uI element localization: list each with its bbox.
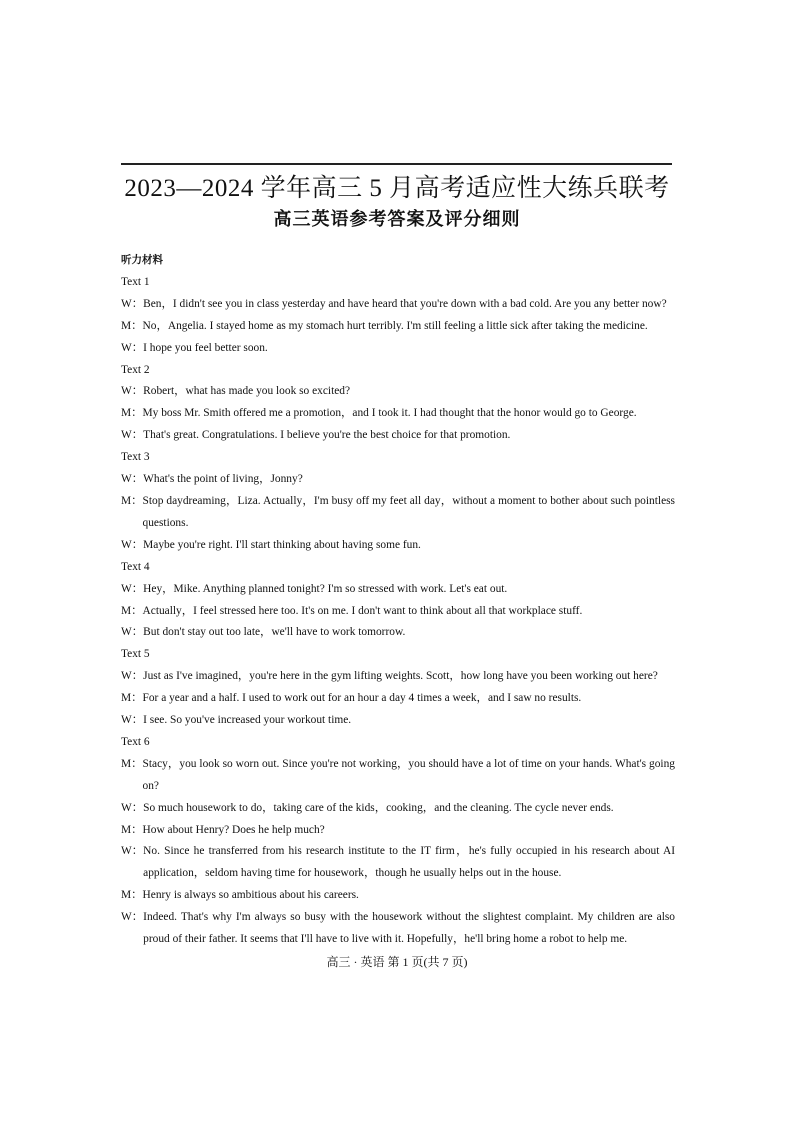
dialogue-text: For a year and a half. I used to work out for an hour a day 4 times a week，and I saw no results. [142, 692, 582, 705]
speaker-label: W： [121, 582, 144, 595]
dialogue-line [121, 491, 675, 535]
dialogue-text: I hope you feel better soon. [143, 341, 268, 354]
dialogue-text: Ben，I didn't see you in class yesterday and have heard that you're down with a bad cold. Are you any better now? [143, 297, 667, 310]
dialogue-line [121, 820, 675, 842]
dialogue-text: Henry is always so ambitious about his careers. [142, 889, 359, 902]
dialogue-line [121, 381, 675, 403]
speaker-label: W： [121, 626, 144, 639]
dialogue-line [121, 710, 675, 732]
dialogue-text: So much housework to do，taking care of the kids，cooking，and the cleaning. The cycle never ends. [143, 801, 614, 814]
dialogue-text: That's great. Congratulations. I believe you're the best choice for that promotion. [143, 429, 511, 442]
dialogue-line [121, 885, 675, 907]
dialogue-text: Maybe you're right. I'll start thinking about having some fun. [143, 538, 421, 551]
speaker-label: W： [121, 670, 144, 683]
dialogue-line [121, 754, 675, 798]
text-label: Text 2 [121, 363, 150, 376]
dialogue-line [121, 798, 675, 820]
dialogue-text: Stacy，you look so worn out. Since you're not working，you should have a lot of time on your hands. What's going on? [142, 757, 675, 792]
dialogue-text: Actually，I feel stressed here too. It's on me. I don't want to think about all that workplace stuff. [142, 604, 583, 617]
dialogue-line [121, 469, 675, 491]
section-heading: 听力材料 [121, 254, 163, 266]
dialogue-line [121, 841, 675, 885]
speaker-label: M： [121, 407, 143, 420]
dialogue-line [121, 907, 675, 951]
dialogue-text: Robert，what has made you look so excited? [143, 385, 351, 398]
dialogue-text: But don't stay out too late，we'll have to work tomorrow. [143, 626, 406, 639]
speaker-label: W： [121, 297, 144, 310]
speaker-label: W： [121, 911, 144, 924]
text-label: Text 5 [121, 648, 150, 661]
transcript-list [121, 272, 675, 951]
speaker-label: M： [121, 319, 143, 332]
dialogue-text: What's the point of living，Jonny? [143, 473, 303, 486]
dialogue-line [121, 403, 675, 425]
speaker-label: W： [121, 714, 144, 727]
speaker-label: M： [121, 757, 143, 770]
dialogue-line [121, 622, 675, 644]
dialogue-text: How about Henry? Does he help much? [142, 823, 325, 836]
page-footer: 高三 · 英语 第 1 页(共 7 页) [326, 955, 468, 969]
speaker-label: W： [121, 429, 144, 442]
listening-material [121, 250, 675, 951]
dialogue-line [121, 535, 675, 557]
speaker-label: M： [121, 823, 143, 836]
dialogue-text: Stop daydreaming，Liza. Actually，I'm busy off my feet all day，without a moment to bother about such pointless questions. [142, 494, 675, 529]
speaker-label: W： [121, 538, 144, 551]
dialogue-line [121, 316, 675, 338]
dialogue-line [121, 688, 675, 710]
text-label: Text 3 [121, 451, 150, 464]
dialogue-text: I see. So you've increased your workout time. [143, 714, 352, 727]
text-label: Text 1 [121, 275, 150, 288]
text-label: Text 4 [121, 560, 150, 573]
speaker-label: W： [121, 385, 144, 398]
dialogue-text: Hey，Mike. Anything planned tonight? I'm so stressed with work. Let's eat out. [143, 582, 508, 595]
text-label: Text 6 [121, 735, 150, 748]
dialogue-line [121, 666, 675, 688]
dialogue-line [121, 294, 675, 316]
document-subtitle: 高三英语参考答案及评分细则 [273, 209, 521, 230]
dialogue-text: My boss Mr. Smith offered me a promotion，and I took it. I had thought that the honor would go to George. [142, 407, 637, 420]
dialogue-line [121, 579, 675, 601]
speaker-label: M： [121, 692, 143, 705]
dialogue-text: Just as I've imagined，you're here in the gym lifting weights. Scott，how long have you been working out here? [143, 670, 658, 683]
dialogue-line [121, 338, 675, 360]
dialogue-text: Indeed. That's why I'm always so busy with the housework without the slightest complaint. My children are also proud of their father. It seems that I'll have to live with it. Hopefully，he'll bring home a robot to help me. [143, 911, 675, 946]
dialogue-text: No. Since he transferred from his research institute to the IT firm，he's fully occupied in his research about AI application，seldom having time for housework，though he usually helps out in the house. [143, 845, 675, 880]
speaker-label: W： [121, 341, 144, 354]
document-title: 2023—2024 学年高三 5 月高考适应性大练兵联考 [124, 175, 670, 202]
dialogue-line [121, 425, 675, 447]
speaker-label: W： [121, 473, 144, 486]
speaker-label: M： [121, 494, 143, 507]
speaker-label: W： [121, 845, 144, 858]
speaker-label: W： [121, 801, 144, 814]
speaker-label: M： [121, 604, 143, 617]
speaker-label: M： [121, 889, 143, 902]
dialogue-line [121, 601, 675, 623]
dialogue-text: No，Angelia. I stayed home as my stomach hurt terribly. I'm still feeling a little sick after taking the medicine. [142, 319, 648, 332]
header-rule [121, 163, 672, 165]
